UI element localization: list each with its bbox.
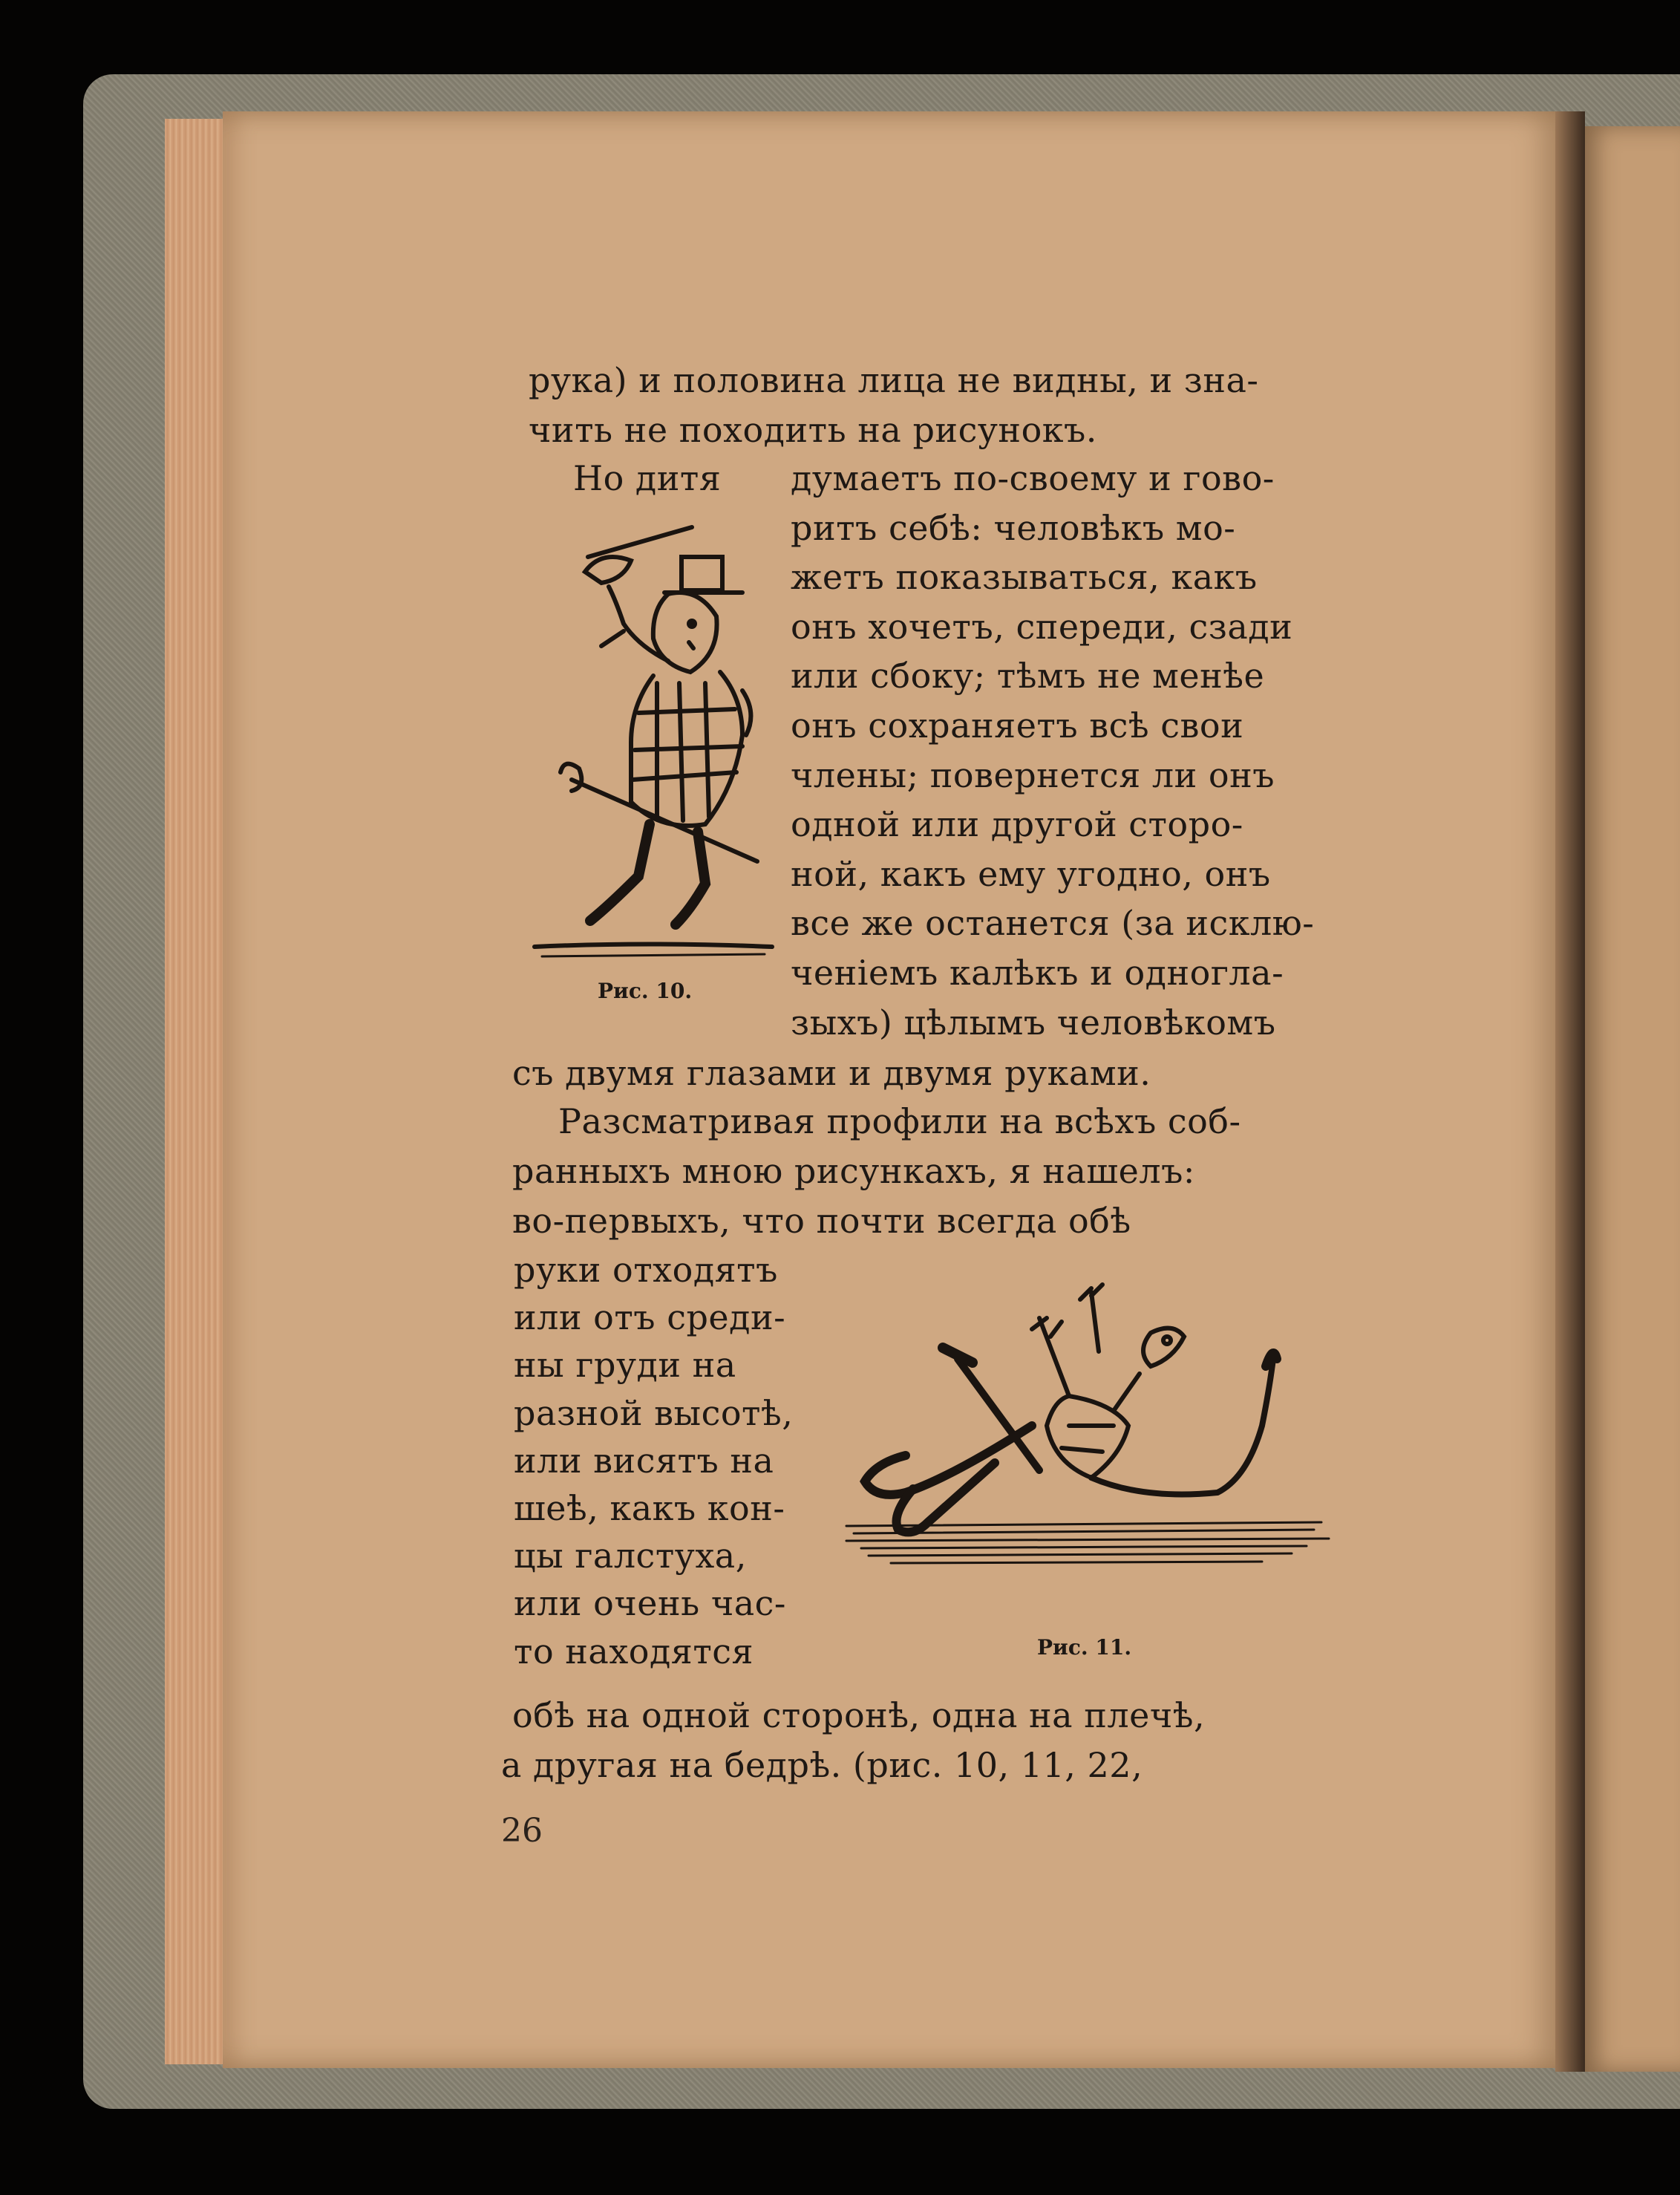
text-line: онъ сохраняетъ всѣ свои <box>791 705 1244 746</box>
text-line: ритъ себѣ: человѣкъ мо- <box>791 507 1236 548</box>
text-line: руки отходятъ <box>514 1250 778 1290</box>
text-line: члены; повернется ли онъ <box>791 754 1275 795</box>
text-line: зыхъ) цѣлымъ человѣкомъ <box>791 1002 1276 1043</box>
text-line: то находятся <box>514 1631 754 1671</box>
text-line: ны груди на <box>514 1345 736 1386</box>
text-line: онъ хочетъ, спереди, сзади <box>791 606 1293 647</box>
text-line: жетъ показываться, какъ <box>791 557 1258 598</box>
text-line: или висятъ на <box>514 1440 774 1481</box>
text-line: думаетъ по-своему и гово- <box>791 458 1275 498</box>
text-line: одной или другой сторо- <box>791 804 1243 845</box>
book-gutter <box>1555 111 1585 2072</box>
text-line: ранныхъ мною рисункахъ, я нашелъ: <box>512 1151 1195 1191</box>
text-line: рука) и половина лица не видны, и зна- <box>529 360 1259 400</box>
text-line: чить не походить на рисунокъ. <box>529 410 1097 450</box>
text-line: или сбоку; тѣмъ не менѣе <box>791 656 1265 697</box>
text-line: или отъ среди- <box>514 1297 786 1338</box>
text-line: обѣ на одной сторонѣ, одна на плечѣ, <box>512 1695 1206 1735</box>
page-number: 26 <box>501 1812 543 1850</box>
figure-10-caption: Рис. 10. <box>598 979 693 1003</box>
text-line: во-первыхъ, что почти всегда обѣ <box>512 1201 1131 1241</box>
figure-10-drawing <box>520 535 772 965</box>
figure-11-caption: Рис. 11. <box>1037 1635 1132 1660</box>
paragraph-lead: Но дитя <box>573 458 722 498</box>
text-line: цы галстуха, <box>514 1536 747 1576</box>
text-line: разной высотѣ, <box>514 1392 794 1433</box>
text-line: ной, какъ ему угодно, онъ <box>791 853 1271 894</box>
text-line: съ двумя глазами и двумя руками. <box>512 1053 1151 1093</box>
text-line: Разсматривая профили на всѣхъ соб- <box>558 1101 1241 1141</box>
text-line: а другая на бедрѣ. (рис. 10, 11, 22, <box>501 1745 1143 1785</box>
figure-11-drawing <box>846 1277 1336 1604</box>
text-line: шеѣ, какъ кон- <box>514 1488 785 1528</box>
text-line: все же останется (за исклю- <box>791 903 1315 944</box>
next-page-edge <box>1578 126 1680 2072</box>
text-line: ченіемъ калѣкъ и одногла- <box>791 953 1284 993</box>
text-line: или очень час- <box>514 1583 786 1624</box>
